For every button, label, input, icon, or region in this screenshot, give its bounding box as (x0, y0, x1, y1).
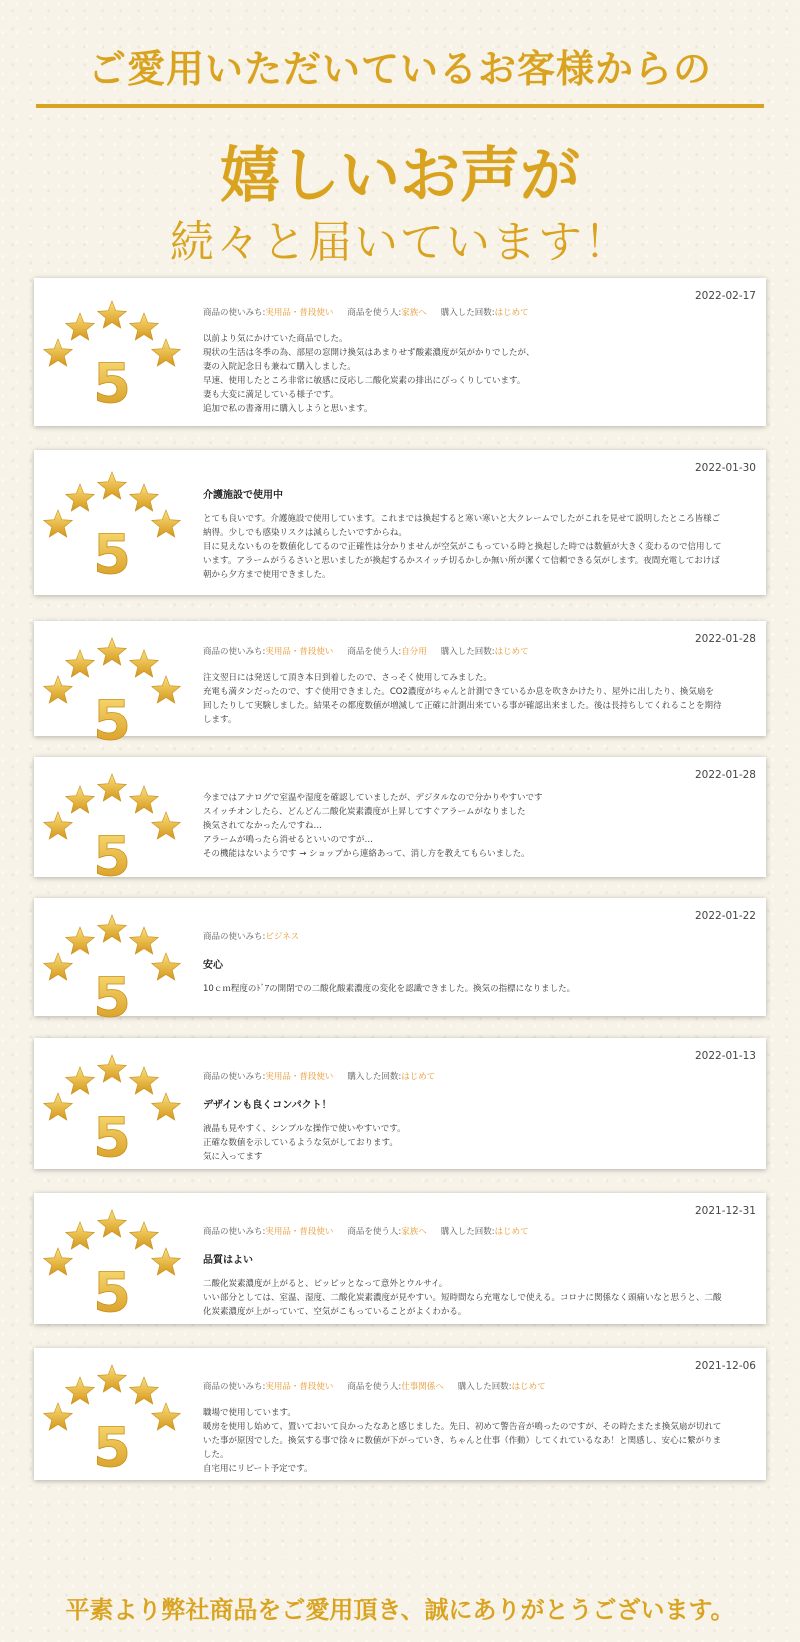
review-line: 妻も大変に満足している様子です。 (203, 390, 339, 400)
rating-badge (42, 284, 212, 424)
review-card (34, 898, 766, 1029)
review-line: とても良いです。介護施設で使用しています。これまでは換起すると寒い寒いと大クレームでしたがこれを見せて説明したところ皆様ご (203, 514, 721, 524)
star-icon (98, 1210, 127, 1237)
review-text (203, 332, 752, 416)
review-body (203, 1070, 752, 1164)
meta-usage-label: 商品の使いみち: (203, 932, 266, 942)
review-line: 以前より気にかけていた商品でした。 (203, 334, 348, 344)
star-icon (98, 301, 127, 328)
review-card (34, 757, 766, 888)
header-line-3: 続々と届いています！ (170, 217, 630, 268)
meta-user-value: 家族へ (401, 1227, 427, 1237)
star-icon (98, 774, 127, 801)
rating-number: 5 (93, 522, 131, 586)
review-card (34, 278, 766, 426)
review-date: 2022-01-28 (694, 769, 756, 781)
star-icon (130, 927, 159, 954)
meta-count-label: 購入した回数: (440, 647, 495, 657)
rating-badge (42, 1348, 212, 1488)
header-line-1: ご愛用いただいているお客様からの (87, 47, 712, 91)
review-date: 2022-01-13 (694, 1050, 756, 1062)
meta-usage-label: 商品の使いみち: (203, 1382, 266, 1392)
star-icon (152, 1403, 181, 1430)
review-line: 正確な数値を示しているような気がしております。 (203, 1138, 398, 1148)
review-line: いい部分としては、室温、湿度、二酸化炭素濃度が見やすい。短時間なら充電なしで使える。コロナに関係なく頭痛いなと思うと、二酸 (203, 1293, 722, 1303)
meta-usage-label: 商品の使いみち: (203, 1227, 266, 1237)
rating-number: 5 (93, 352, 131, 415)
review-meta (203, 645, 752, 657)
star-icon (98, 638, 127, 665)
star-icon (44, 812, 73, 839)
review-text (203, 1277, 752, 1319)
review-body (203, 1225, 752, 1319)
review-line: します。 (203, 715, 237, 725)
review-line: 朝から夕方まで使用できました。 (203, 570, 331, 580)
review-text (203, 671, 752, 727)
review-line: 早速、使用したところ非常に敏感に反応し二酸化炭素の排出にびっくりしています。 (203, 376, 526, 386)
meta-usage-label: 商品の使いみち: (203, 308, 266, 318)
star-icon (44, 1403, 73, 1430)
review-body (203, 486, 752, 582)
rating-number: 5 (93, 966, 131, 1029)
review-line: 換気されてなかったんですね… (203, 821, 323, 831)
rating-badge (42, 1193, 212, 1333)
meta-user-label: 商品を使う人: (347, 1382, 402, 1392)
rating-number: 5 (93, 1261, 131, 1324)
star-icon (44, 1248, 73, 1275)
star-icon (66, 484, 95, 511)
review-text (203, 1122, 752, 1164)
review-line: 化炭素濃度が上がっていて、空気がこもっていることがよくわかる。 (203, 1307, 467, 1317)
star-icon (66, 786, 95, 813)
meta-count-label: 購入した回数: (440, 308, 495, 318)
star-icon (98, 1055, 127, 1082)
review-title: 安心 (203, 960, 223, 971)
rating-number: 5 (93, 825, 131, 888)
review-line: いた事が原因でした。換気する事で徐々に数値が下がっていき、ちゃんと仕事（作動）してくれているなあ！と関感し、安心に繋がりま (203, 1436, 722, 1446)
rating-number: 5 (93, 689, 131, 752)
review-line: 納得。少しでも感染リスクは減らしたいですからね。 (203, 528, 407, 538)
star-icon (130, 313, 159, 340)
star-icon (152, 676, 181, 703)
meta-count-value: はじめて (494, 1227, 529, 1237)
star-icon (152, 1248, 181, 1275)
rating-number: 5 (93, 1416, 131, 1479)
review-body (203, 645, 752, 727)
meta-usage-value: 実用品・普段使い (265, 647, 334, 657)
review-card (34, 450, 766, 595)
meta-usage-label: 商品の使いみち: (203, 647, 266, 657)
review-text (203, 1406, 752, 1476)
star-icon (44, 339, 73, 366)
review-line: した。 (203, 1450, 229, 1460)
review-title: デザインも良くコンパクト！ (203, 1100, 332, 1111)
review-line: 回したりして実験しました。結果その都度数値が増減して正確に計測出来ている事が確認出来ました。後は長持ちしてくれることを期待 (203, 701, 722, 711)
meta-count-value: はじめて (401, 1072, 436, 1082)
star-icon (44, 676, 73, 703)
review-date: 2022-01-30 (694, 462, 756, 474)
star-icon (152, 339, 181, 366)
review-title: 品質はよい (203, 1255, 253, 1266)
review-line: 妻の入院記念日も兼ねて購入しました。 (203, 362, 356, 372)
star-icon (130, 1377, 159, 1404)
review-date: 2021-12-06 (694, 1360, 756, 1372)
review-card (34, 1038, 766, 1169)
star-icon (44, 1093, 73, 1120)
review-line: 気に入ってます (203, 1152, 263, 1162)
review-body (203, 930, 752, 996)
review-text (203, 982, 752, 996)
meta-count-label: 購入した回数: (347, 1072, 402, 1082)
review-line: スイッチオンしたら、どんどん二酸化炭素濃度が上昇してすぐアラームがなりました (203, 807, 526, 817)
star-icon (152, 510, 181, 537)
review-body (203, 1380, 752, 1476)
rating-number: 5 (93, 1106, 131, 1169)
meta-user-label: 商品を使う人: (347, 647, 402, 657)
header-line-2: 嬉しいお声が (220, 141, 580, 211)
star-icon (44, 953, 73, 980)
meta-usage-value: 実用品・普段使い (265, 1382, 334, 1392)
rating-badge (42, 621, 212, 761)
review-line: 目に見えないものを数値化してるので正確性は分かりませんが空気がこもっている時と換起した時では数値が大きく変わるので信用して (203, 542, 722, 552)
star-icon (66, 1067, 95, 1094)
review-body (203, 306, 752, 416)
review-date: 2022-01-22 (694, 910, 756, 922)
review-title: 介護施設で使用中 (203, 490, 283, 501)
meta-usage-value: 実用品・普段使い (265, 1072, 334, 1082)
meta-count-label: 購入した回数: (440, 1227, 495, 1237)
star-icon (66, 1222, 95, 1249)
star-icon (98, 472, 127, 499)
rating-badge (42, 1038, 212, 1178)
meta-usage-value: 実用品・普段使い (265, 308, 334, 318)
star-icon (66, 1377, 95, 1404)
meta-count-value: はじめて (511, 1382, 546, 1392)
review-date: 2022-02-17 (694, 290, 756, 302)
review-meta (203, 930, 752, 942)
star-icon (44, 510, 73, 537)
meta-count-value: はじめて (494, 308, 529, 318)
star-icon (98, 915, 127, 942)
star-icon (130, 1067, 159, 1094)
review-line: アラームが鳴ったら消せるといいのですが… (203, 835, 374, 845)
review-line: 職場で使用しています。 (203, 1408, 296, 1418)
star-icon (130, 484, 159, 511)
review-line: その機能はないようです → ショップから連絡あって、消し方を教えてもらいました。 (203, 849, 530, 859)
review-line: います。アラームがうるさいと思いましたが換起するかスイッチ切るかしか無い所が潔くて信頼できる気がします。夜間充電しておけば (203, 556, 720, 566)
review-card (34, 1348, 766, 1480)
review-line: 現状の生活は冬季の為、部屋の窓開け換気はあまりせず酸素濃度が気がかりでしたが、 (203, 348, 535, 358)
review-line: 液晶も見やすく、シンプルな操作で使いやすいです。 (203, 1124, 406, 1134)
review-meta (203, 306, 752, 318)
review-card (34, 1193, 766, 1324)
meta-usage-label: 商品の使いみち: (203, 1072, 266, 1082)
star-icon (130, 1222, 159, 1249)
rating-badge (42, 455, 212, 595)
review-date: 2021-12-31 (694, 1205, 756, 1217)
star-icon (98, 1365, 127, 1392)
review-body (203, 791, 752, 861)
star-icon (152, 1093, 181, 1120)
star-icon (152, 812, 181, 839)
star-icon (130, 650, 159, 677)
review-line: 今まではアナログで室温や湿度を確認していましたが、デジタルなので分かりやすいです (203, 793, 543, 803)
review-text (203, 512, 752, 582)
review-text (203, 791, 752, 861)
rating-badge (42, 757, 212, 897)
meta-count-label: 購入した回数: (457, 1382, 512, 1392)
review-line: 自宅用にリピート予定です。 (203, 1464, 313, 1474)
rating-badge (42, 898, 212, 1038)
review-card (34, 621, 766, 752)
review-line: 追加で私の書斎用に購入しようと思います。 (203, 404, 373, 414)
review-date: 2022-01-28 (694, 633, 756, 645)
meta-user-label: 商品を使う人: (347, 308, 402, 318)
star-icon (66, 313, 95, 340)
review-line: 暖房を使用し始めて、置いておいて良かったなあと感じました。先日、初めて警告音が鳴ったのですが、その時たまたま換気扇が切れて (203, 1422, 722, 1432)
meta-user-value: 家族へ (401, 308, 427, 318)
meta-user-value: 仕事関係へ (401, 1382, 444, 1392)
review-line: 注文翌日には発送して頂き本日到着したので、さっそく使用してみました。 (203, 673, 492, 683)
meta-user-value: 自分用 (401, 647, 427, 657)
star-icon (66, 927, 95, 954)
meta-user-label: 商品を使う人: (347, 1227, 402, 1237)
star-icon (152, 953, 181, 980)
meta-count-value: はじめて (494, 647, 529, 657)
review-line: 10ｃｍ程度のﾄﾞｱの開閉での二酸化酸素濃度の変化を認識できました。換気の指標になりました。 (203, 984, 576, 994)
meta-usage-value: ビジネス (265, 932, 300, 942)
footer-message: 平素より弊社商品をご愛用頂き、誠にありがとうございます。 (65, 1596, 735, 1624)
star-icon (66, 650, 95, 677)
review-line: 充電も満タンだったので、すぐ使用できました。CO2濃度がちゃんと計測できているか息を吹きかけたり、屋外に出したり、換気扇を (203, 687, 714, 697)
review-line: 二酸化炭素濃度が上がると、ピッピッとなって意外とウルサイ。 (203, 1279, 448, 1289)
review-meta (203, 1225, 752, 1237)
header-divider (36, 104, 764, 108)
meta-usage-value: 実用品・普段使い (265, 1227, 334, 1237)
star-icon (130, 786, 159, 813)
review-meta (203, 1380, 752, 1392)
review-meta (203, 1070, 752, 1082)
